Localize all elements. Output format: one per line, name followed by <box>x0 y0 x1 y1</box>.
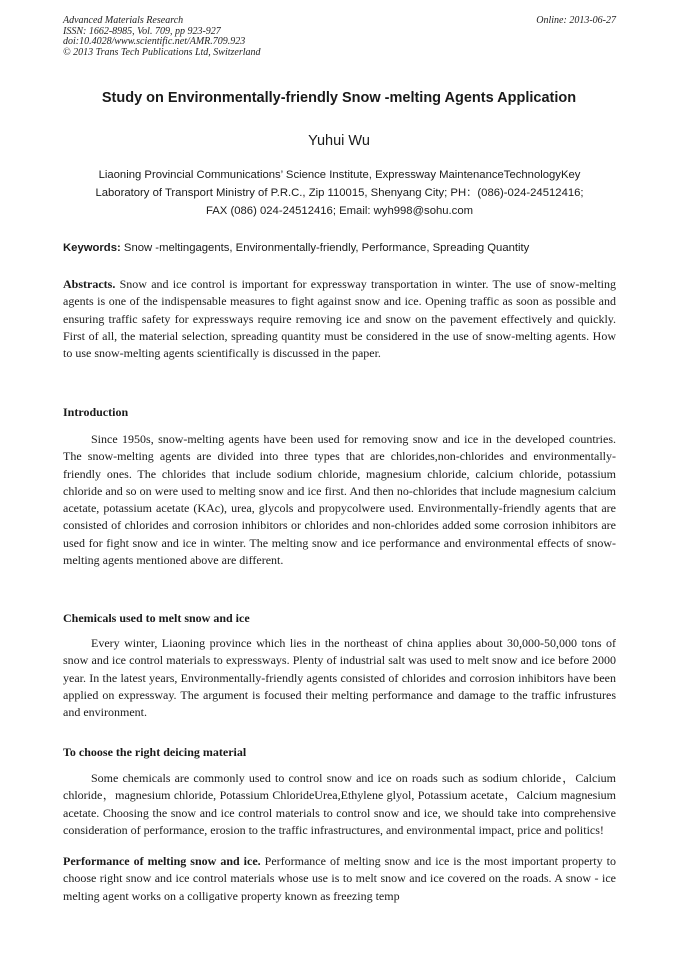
abstract-label: Abstracts. <box>63 277 116 291</box>
journal-name: Advanced Materials Research <box>63 15 184 26</box>
abstract <box>63 276 616 362</box>
section-heading-choose: To choose the right deicing material <box>63 745 247 759</box>
section-heading-introduction: Introduction <box>63 405 129 419</box>
running-header <box>63 16 616 58</box>
section-heading-chemicals: Chemicals used to melt snow and ice <box>63 611 250 625</box>
paragraph-chemicals: Every winter, Liaoning province which lies in the northeast of china applies about 30,000-50,000 tons of snow and ice control materials to expressways. Plenty of industrial salt was used to melt snow and ice before 2000 year. In the latest years, Environmentally-friendly agents consisted of chlorides and corrosion inhibitors have been applied on expressway. The argument is focused their melting performance and damage to the traffic infrustures and environment. <box>63 636 616 720</box>
author-name: Yuhui Wu <box>308 133 370 149</box>
performance-text: Performance of melting snow and ice is the most important property to choose right snow and ice control materials whose use is to melt snow and ice covered on the roads. A snow - ice melting agent works on a colligative property known as freezing temp <box>63 854 616 903</box>
keywords-text: Snow -meltingagents, Environmentally-friendly, Performance, Spreading Quantity <box>120 242 530 254</box>
paragraph-introduction: Since 1950s, snow-melting agents have been used for removing snow and ice in the developed countries. The snow-melting agents are divided into three types that are chlorides,non-chlorides and environmentally-friendly ones. The chlorides that include sodium chloride, magnesium chloride, calcium chloride, potassium chloride and so on were used to melting snow and ice first. And then no-chlorides that include magnesium calcium acetate, potassium acetate (KAc), urea, glycols and propycolwere used. Environmentally-friendly agents that are consisted of chlorides and corrosion inhibitors or chlorides and non-chlorides added some corrosion inhibitors are used for fight snow and ice in winter. The melting snow and ice performance and environmental effects of snow-melting agents mentioned above are different. <box>63 432 616 568</box>
abstract-text: Snow and ice control is important for expressway transportation in winter. The use of snow-melting agents is one of the indispensable measures to fight against snow and ice. Opening traffic as soon as possible and ensuring traffic safety for expressways require removing ice and snow on the pavement effectively and quickly. First of all, the material selection, spreading quantity must be considered in the use of snow-melting agents. How to use snow-melting agents scientifically is discussed in the paper. <box>63 277 616 361</box>
keywords <box>63 240 623 256</box>
affiliation-line: Laboratory of Transport Ministry of P.R.C., Zip 110015, Shenyang City; PH：(086)-024-24512416; <box>95 187 584 199</box>
keywords-label: Keywords: <box>63 242 121 254</box>
affiliation-line: Liaoning Provincial Communications’ Science Institute, Expressway MaintenanceTechnologyKey <box>98 169 581 181</box>
paragraph-choose: Some chemicals are commonly used to control snow and ice on roads such as sodium chloride，Calcium chloride，magnesium chloride, Potassium ChlorideUrea,Ethylene glyol, Potassium acetate，Calcium magnesium acetate. Choosing the snow and ice control materials to control snow and ice, we should take into comprehensive consideration of performance, erosion to the traffic infrastructures, and environmental impact, price and politics! <box>63 771 616 837</box>
affiliation <box>63 166 616 220</box>
paper-title: Study on Environmentally-friendly Snow -melting Agents Application <box>101 90 577 106</box>
online-date: Online: 2013-06-27 <box>536 15 616 26</box>
performance-label: Performance of melting snow and ice. <box>63 854 261 868</box>
issn-line: ISSN: 1662-8985, Vol. 709, pp 923-927 <box>63 25 221 37</box>
copyright-line: © 2013 Trans Tech Publications Ltd, Switzerland <box>63 46 261 58</box>
affiliation-line: FAX (086) 024-24512416; Email: wyh998@sohu.com <box>205 205 474 217</box>
doi-line: doi:10.4028/www.scientific.net/AMR.709.923 <box>63 36 246 47</box>
paragraph-performance <box>63 853 616 905</box>
